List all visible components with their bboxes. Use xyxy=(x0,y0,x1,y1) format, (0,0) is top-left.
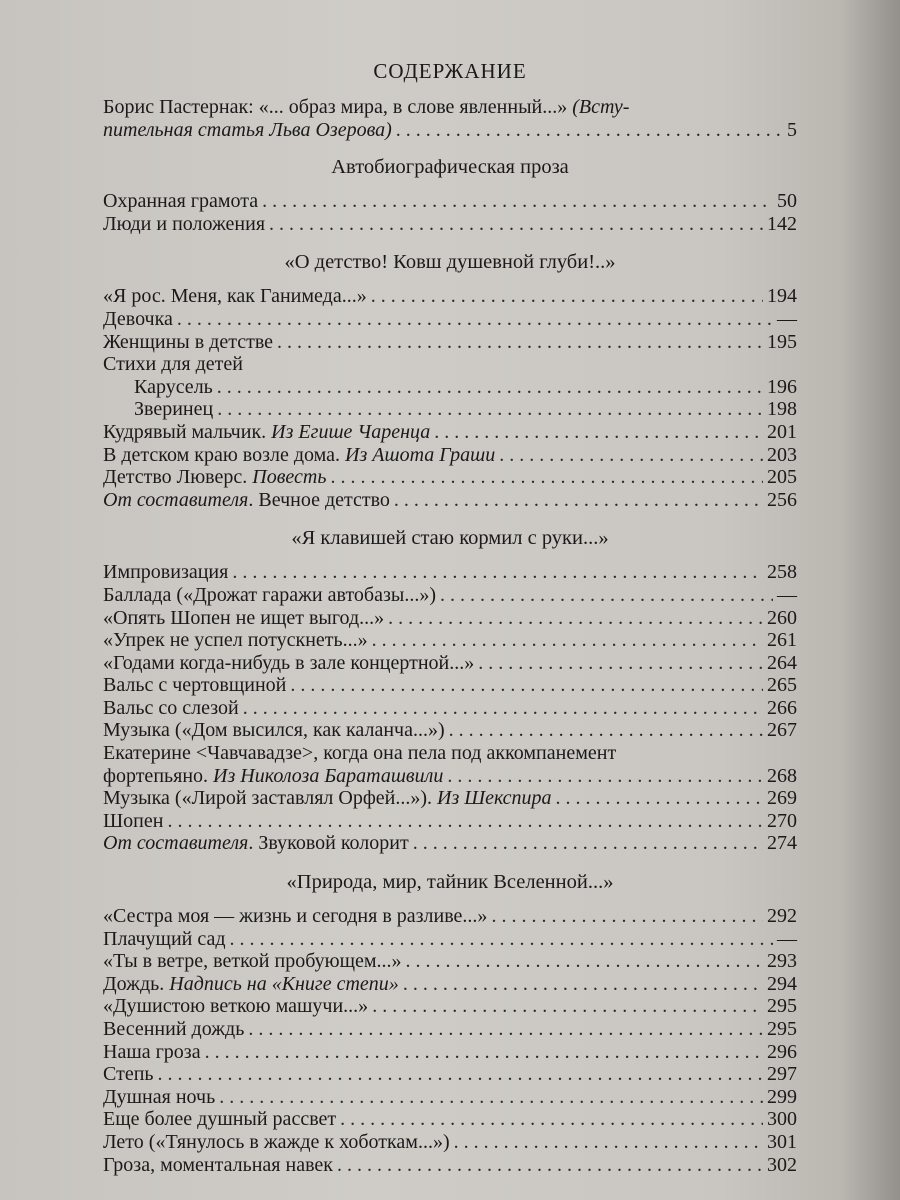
page-number: 265 xyxy=(767,674,797,697)
entry-title: В детском краю возле дома. xyxy=(103,443,346,466)
toc-entry xyxy=(103,629,797,652)
entry-title: Шопен xyxy=(103,809,164,832)
entry-title: Плачущий сад xyxy=(103,927,226,950)
page-number: 269 xyxy=(767,787,797,810)
page-number: — xyxy=(777,307,797,330)
leader-dots xyxy=(337,1154,763,1177)
entry-title: «Годами когда-нибудь в зале концертной...» xyxy=(103,651,475,674)
page-number: 267 xyxy=(767,719,797,742)
entry-title: «Я рос. Меня, как Ганимеда...» xyxy=(103,285,367,308)
toc-entry xyxy=(103,331,797,354)
toc-entry xyxy=(103,1063,797,1086)
page-number: 299 xyxy=(767,1085,797,1108)
entry-title: Лето («Тянулось в жажде к хоботкам...») xyxy=(103,1130,450,1153)
toc-entry xyxy=(103,190,797,213)
page-number: 268 xyxy=(767,764,797,787)
entry-title: Детство Люверс. xyxy=(103,466,253,489)
leader-dots xyxy=(499,444,763,467)
table-of-contents xyxy=(103,58,797,1176)
entry-title: . Вечное детство xyxy=(248,488,390,511)
page-number: — xyxy=(777,583,797,606)
page-number: 266 xyxy=(767,696,797,719)
entry-title: Женщины в детстве xyxy=(103,330,274,353)
page-number: 256 xyxy=(767,488,797,511)
toc-entry xyxy=(103,1108,797,1131)
toc-entry xyxy=(103,1041,797,1064)
page-number: 196 xyxy=(767,375,797,398)
toc-entry xyxy=(103,489,797,512)
leader-dots xyxy=(403,973,763,996)
entry-title: Гроза, моментальная навек xyxy=(103,1153,334,1176)
page-number: 203 xyxy=(767,443,797,466)
toc-entry xyxy=(103,285,797,308)
entry-title: Охранная грамота xyxy=(103,190,259,213)
entry-title: Карусель xyxy=(134,375,213,398)
page-number: 260 xyxy=(767,606,797,629)
leader-dots xyxy=(413,832,763,855)
entry-title: Дождь. xyxy=(103,972,170,995)
entry-title: Еще более душный рассвет xyxy=(103,1108,337,1131)
page-number: — xyxy=(777,927,797,950)
entry-source: Из Николоза Бараташвили xyxy=(213,764,444,787)
leader-dots xyxy=(330,466,763,489)
entry-title: «Сестра моя — жизнь и сегодня в разливе...» xyxy=(103,905,488,928)
leader-dots xyxy=(434,421,763,444)
entry-title: Вальс со слезой xyxy=(103,696,239,719)
toc-entry xyxy=(103,561,797,584)
entry-source: Из Ашота Граши xyxy=(345,443,496,466)
page-number: 5 xyxy=(787,118,797,141)
entry-title: фортепьяно. xyxy=(103,764,214,787)
leader-dots xyxy=(230,928,773,951)
entry-title: Музыка («Лирой заставлял Орфей...»). xyxy=(103,787,438,810)
toc-group-label: Стихи для детей xyxy=(103,353,243,376)
page-number: 194 xyxy=(767,285,797,308)
toc-entry xyxy=(103,466,797,489)
leader-dots xyxy=(394,489,763,512)
section-heading: «О детство! Ковш душевной глуби!..» xyxy=(284,251,616,274)
leader-dots xyxy=(388,607,763,630)
leader-dots xyxy=(290,674,763,697)
entry-title: «Упрек не успел потускнеть...» xyxy=(103,629,368,652)
leader-dots xyxy=(491,905,763,928)
toc-entry xyxy=(103,584,797,607)
toc-entry xyxy=(103,995,797,1018)
leader-dots xyxy=(447,765,763,788)
toc-entry xyxy=(103,832,797,855)
entry-title: Кудрявый мальчик. xyxy=(103,420,272,443)
toc-entry xyxy=(103,652,797,675)
leader-dots xyxy=(248,1018,763,1041)
intro-text: Борис Пастернак: «... образ мира, в слове явленный...» xyxy=(103,96,573,118)
toc-entry xyxy=(103,765,797,788)
leader-dots xyxy=(396,119,783,142)
entry-title: Наша гроза xyxy=(103,1040,201,1063)
leader-dots xyxy=(478,652,763,675)
toc-entry xyxy=(103,928,797,951)
leader-dots xyxy=(167,810,763,833)
toc-entry xyxy=(103,119,797,142)
entry-source: От составителя xyxy=(103,832,249,855)
toc-entry xyxy=(103,973,797,996)
toc-intro xyxy=(103,96,797,141)
page-number: 294 xyxy=(767,972,797,995)
toc-entry xyxy=(103,905,797,928)
entry-title: Люди и положения xyxy=(103,212,266,235)
page-number: 270 xyxy=(767,809,797,832)
toc-entry xyxy=(103,787,797,810)
section-heading: «Я клавишей стаю кормил с руки...» xyxy=(291,527,609,550)
leader-dots xyxy=(406,950,763,973)
entry-source: Повесть xyxy=(252,466,327,489)
leader-dots xyxy=(232,561,763,584)
entry-title: Музыка («Дом высился, как каланча...») xyxy=(103,719,445,742)
entry-source: От составителя xyxy=(103,488,249,511)
entry-title: Вальс с чертовщиной xyxy=(103,674,287,697)
entry-title: Екатерине <Чавчавадзе>, когда она пела под аккомпанемент xyxy=(103,742,617,765)
leader-dots xyxy=(277,331,763,354)
leader-dots xyxy=(454,1131,763,1154)
page-number: 301 xyxy=(767,1130,797,1153)
leader-dots xyxy=(217,398,763,421)
entry-source: Из Егише Чаренца xyxy=(271,420,431,443)
toc-entry xyxy=(103,607,797,630)
toc-entry xyxy=(103,444,797,467)
toc-entry xyxy=(103,719,797,742)
toc-entry xyxy=(103,950,797,973)
page-number: 300 xyxy=(767,1108,797,1131)
page-number: 264 xyxy=(767,651,797,674)
entry-source: Надпись на «Книге степи» xyxy=(169,972,399,995)
entry-title: «Ты в ветре, веткой пробующем...» xyxy=(103,950,402,973)
page-number: 50 xyxy=(777,190,797,213)
leader-dots xyxy=(372,995,763,1018)
leader-dots xyxy=(556,787,764,810)
page-number: 201 xyxy=(767,420,797,443)
leader-dots xyxy=(372,629,763,652)
page-number: 258 xyxy=(767,561,797,584)
leader-dots xyxy=(219,1086,763,1109)
section-heading: «Природа, мир, тайник Вселенной...» xyxy=(286,871,614,894)
leader-dots xyxy=(177,308,773,331)
toc-entry xyxy=(103,1086,797,1109)
leader-dots xyxy=(269,213,763,236)
page-number: 295 xyxy=(767,995,797,1018)
leader-dots xyxy=(371,285,763,308)
leader-dots xyxy=(340,1108,763,1131)
toc-entry xyxy=(103,213,797,236)
entry-title: Баллада («Дрожат гаражи автобазы...») xyxy=(103,583,436,606)
page-number: 274 xyxy=(767,832,797,855)
toc-entry xyxy=(103,697,797,720)
entry-title: Девочка xyxy=(103,307,173,330)
entry-title: Душная ночь xyxy=(103,1085,216,1108)
entry-title: Импровизация xyxy=(103,561,229,584)
page-number: 195 xyxy=(767,330,797,353)
page-number: 297 xyxy=(767,1063,797,1086)
entry-title: «Опять Шопен не ищет выгод...» xyxy=(103,606,385,629)
page-number: 205 xyxy=(767,466,797,489)
entry-title: «Душистою веткою машучи...» xyxy=(103,995,369,1018)
leader-dots xyxy=(243,697,763,720)
page-edge-shadow xyxy=(840,0,900,1200)
toc-entry xyxy=(103,421,797,444)
toc-entry xyxy=(103,1018,797,1041)
toc-entry xyxy=(103,674,797,697)
toc-entry xyxy=(103,376,797,399)
toc-entry xyxy=(103,1154,797,1177)
toc-entry xyxy=(103,1131,797,1154)
leader-dots xyxy=(262,190,773,213)
entry-title: Степь xyxy=(103,1063,154,1086)
entry-source: Из Шекспира xyxy=(437,787,552,810)
leader-dots xyxy=(205,1041,763,1064)
leader-dots xyxy=(158,1063,763,1086)
leader-dots xyxy=(440,584,773,607)
toc-entry xyxy=(103,308,797,331)
intro-italic-cont: пительная статья Льва Озерова) xyxy=(103,118,392,141)
page-number: 293 xyxy=(767,950,797,973)
page-number: 302 xyxy=(767,1153,797,1176)
page-title: СОДЕРЖАНИЕ xyxy=(373,59,527,83)
toc-entry xyxy=(103,810,797,833)
page-number: 261 xyxy=(767,629,797,652)
leader-dots xyxy=(449,719,763,742)
page-number: 198 xyxy=(767,398,797,421)
page-number: 296 xyxy=(767,1040,797,1063)
entry-title: Весенний дождь xyxy=(103,1018,245,1040)
page-number: 292 xyxy=(767,905,797,928)
entry-title: Зверинец xyxy=(134,398,214,421)
page-number: 295 xyxy=(767,1018,797,1040)
section-heading: Автобиографическая проза xyxy=(331,156,569,179)
toc-entry xyxy=(103,398,797,421)
intro-italic: (Всту- xyxy=(572,96,630,118)
page-number: 142 xyxy=(767,212,797,235)
entry-title: . Звуковой колорит xyxy=(248,832,409,855)
leader-dots xyxy=(217,376,763,399)
